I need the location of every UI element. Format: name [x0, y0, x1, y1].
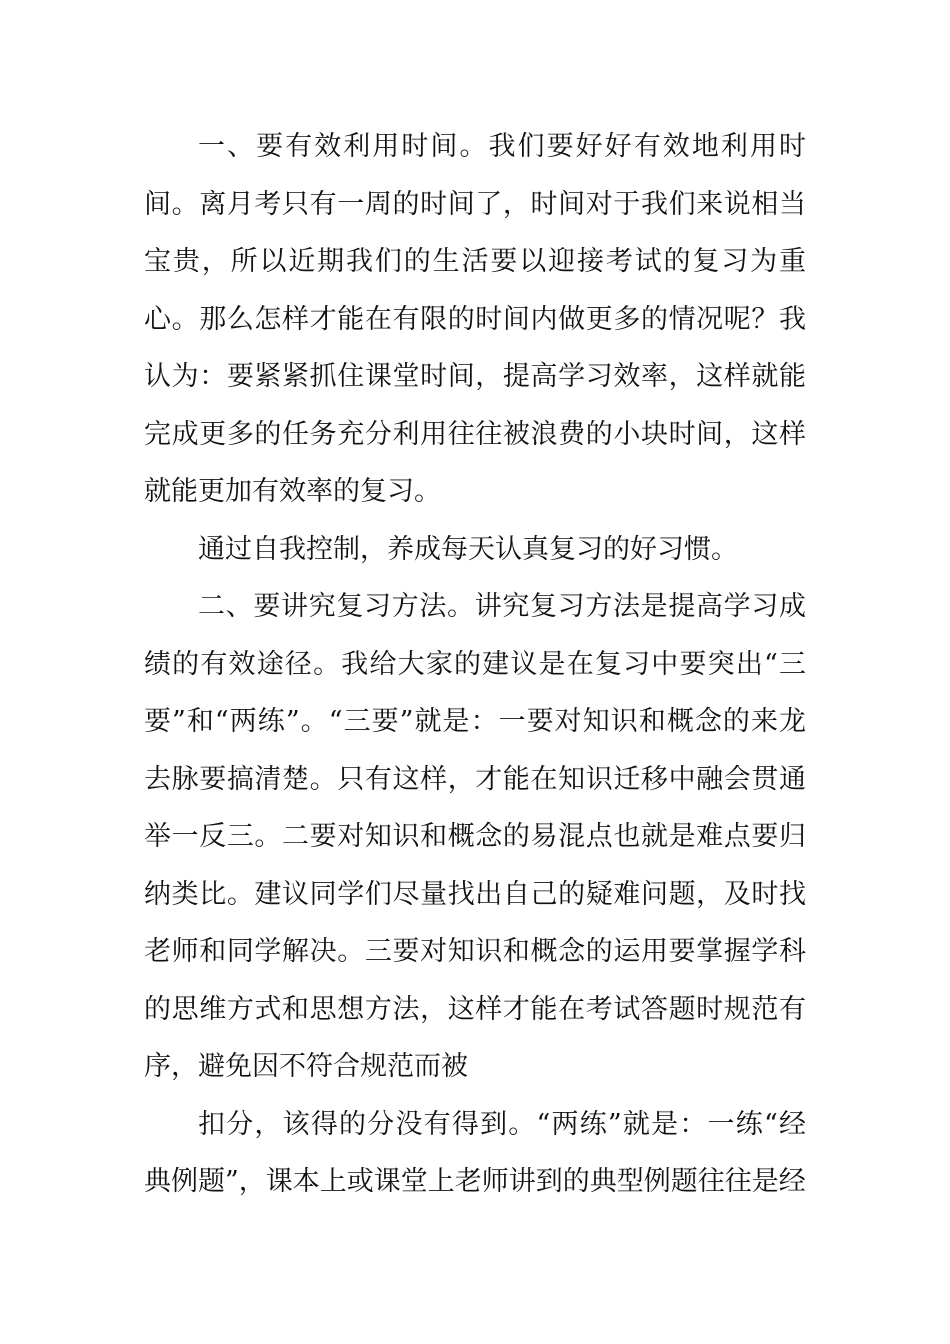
paragraph-two-practices: 扣分，该得的分没有得到。“两练”就是：一练“经典例题”，课本上或课堂上老师讲到的典型例题往往是经	[144, 1108, 806, 1197]
paragraph-review-methods: 二、要讲究复习方法。讲究复习方法是提高学习成绩的有效途径。我给大家的建议是在复习中要突出“三要”和“两练”。“三要”就是：一要对知识和概念的来龙去脉要搞清楚。只有这样，才能在知识迁移中融会贯通举一反三。二要对知识和概念的易混点也就是难点要归纳类比。建议同学们尽量找出自己的疑难问题，及时找老师和同学解决。三要对知识和概念的运用要掌握学科的思维方式和思想方法，这样才能在考试答题时规范有序，避免因不符合规范而被	[144, 591, 806, 1082]
document-body	[144, 118, 806, 1211]
paragraph-self-control: 通过自我控制，养成每天认真复习的好习惯。	[198, 533, 738, 565]
paragraph-time-management: 一、要有效利用时间。我们要好好有效地利用时间。离月考只有一周的时间了，时间对于我们来说相当宝贵，所以近期我们的生活要以迎接考试的复习为重心。那么怎样才能在有限的时间内做更多的情况呢？我认为：要紧紧抓住课堂时间，提高学习效率，这样就能完成更多的任务充分利用往往被浪费的小块时间，这样就能更加有效率的复习。	[144, 131, 806, 507]
